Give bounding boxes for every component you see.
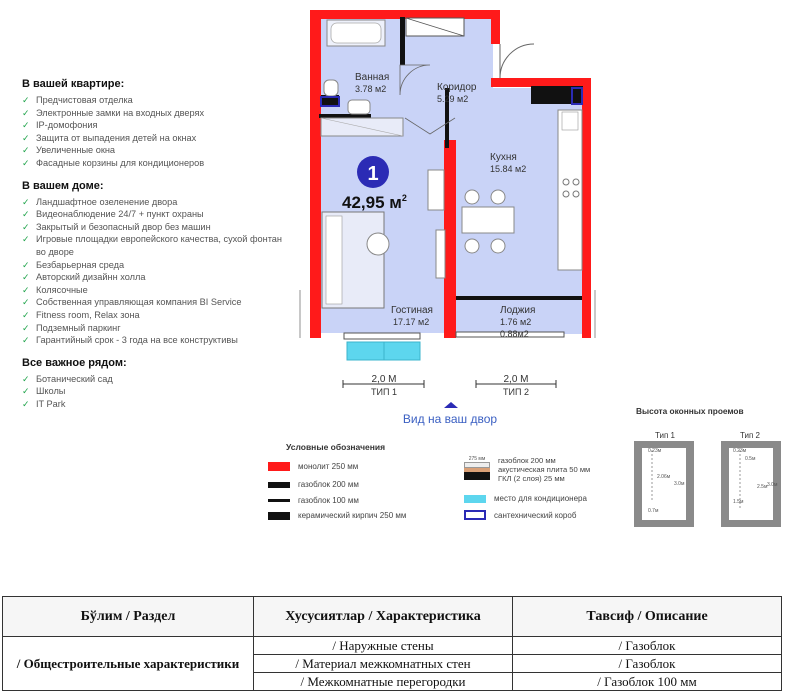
- legend-item: сантехнический короб: [464, 510, 576, 520]
- room-area: 1.76 м2: [500, 317, 532, 327]
- chair: [491, 239, 505, 253]
- legend-swatch-brick: [268, 512, 290, 520]
- column-header: Тавсиф / Описание: [513, 597, 782, 637]
- description-cell: / Газоблок 100 мм: [513, 673, 782, 691]
- feature-item: ✓ Собственная управляющая компания BI Service: [22, 296, 292, 309]
- feature-item: ✓ Гарантийный срок - 3 года на все конструктивы: [22, 334, 292, 347]
- window-type: ТИП 2: [503, 387, 529, 397]
- feature-item: ✓ Электронные замки на входных дверях: [22, 107, 292, 120]
- window-height-type1: [634, 431, 694, 527]
- bathtub-inner: [331, 23, 381, 43]
- characteristic-cell: / Материал межкомнатных стен: [254, 655, 513, 673]
- feature-item: ✓ Ботанический сад: [22, 373, 292, 386]
- feature-item: ✓ IT Park: [22, 398, 292, 411]
- legend-swatch-gasblock-200: [268, 482, 290, 488]
- description-cell: / Газоблок: [513, 637, 782, 655]
- svg-text:0.7м: 0.7м: [648, 508, 659, 514]
- svg-text:Тип 2: Тип 2: [739, 431, 761, 440]
- svg-text:2.5м: 2.5м: [757, 484, 768, 490]
- room-area: 3.78 м2: [355, 84, 387, 94]
- legend-swatch-duct: [464, 510, 486, 520]
- table-row: [3, 637, 782, 655]
- svg-text:0.23м: 0.23м: [648, 448, 662, 454]
- feature-item: ✓ Увеличенные окна: [22, 144, 292, 157]
- characteristic-cell: / Межкомнатные перегородки: [254, 673, 513, 691]
- coffee-table: [367, 233, 389, 255]
- wall-gasblock: [319, 114, 371, 118]
- window: [344, 333, 420, 339]
- wall-gasblock: [456, 296, 582, 300]
- window-width: 2,0 М: [371, 374, 397, 385]
- room-name: Ванная: [355, 72, 390, 83]
- legend-swatch-gasblock-100: [268, 499, 290, 502]
- view-label: Вид на ваш двор: [402, 412, 498, 426]
- feature-item: ✓ Видеонаблюдение 24/7 + пункт охраны: [22, 208, 292, 221]
- feature-item: ✓ Подземный паркинг: [22, 322, 292, 335]
- room-area: 15.84 м2: [490, 164, 527, 174]
- feature-item: ✓ Школы: [22, 385, 292, 398]
- building-features-heading: В вашем доме:: [22, 179, 104, 192]
- column-header: Бўлим / Раздел: [3, 597, 254, 637]
- room-area: 17.17 м2: [393, 317, 430, 327]
- chair: [465, 239, 479, 253]
- apartment-features-heading: В вашей квартире:: [22, 78, 125, 90]
- window-width: 2,0 М: [503, 374, 529, 385]
- feature-item: ✓ Игровые площадки европейского качества, сухой фонтан во дворе: [22, 233, 292, 258]
- wall-monolith: [444, 140, 456, 338]
- shelf: [428, 170, 444, 210]
- feature-item: ✓ Fitness room, Relax зона: [22, 309, 292, 322]
- feature-item: ✓ Авторский дизайнн холла: [22, 271, 292, 284]
- tv-unit: [436, 230, 445, 278]
- feature-item: ✓ Фасадные корзины для кондиционеров: [22, 157, 292, 170]
- toilet: [324, 80, 338, 96]
- feature-item: ✓ Колясочные: [22, 284, 292, 297]
- window-heights-title: Высота оконных проемов: [636, 406, 744, 416]
- svg-text:3.0м: 3.0м: [767, 482, 778, 488]
- sink: [348, 100, 370, 114]
- feature-item: ✓ Закрытый и безопасный двор без машин: [22, 221, 292, 234]
- chair: [491, 190, 505, 204]
- wall-monolith: [491, 10, 500, 44]
- legend-item: газоблок 200 мм: [268, 480, 359, 489]
- room-name: Лоджия: [500, 305, 536, 316]
- legend-title: Условные обозначения: [286, 442, 386, 452]
- total-area: 42,95 $м^2$: [342, 193, 407, 212]
- column-header: Хусусиятлар / Характеристика: [254, 597, 513, 637]
- legend-item: место для кондиционера: [464, 494, 587, 503]
- spec-table: [2, 596, 782, 691]
- window-type: ТИП 1: [371, 387, 397, 397]
- entry-door-swing: [500, 44, 534, 78]
- svg-text:0.5м: 0.5м: [745, 456, 756, 462]
- room-area: 5.29 м2: [437, 94, 469, 104]
- svg-text:1.5м: 1.5м: [733, 499, 744, 505]
- svg-text:0.23м: 0.23м: [733, 448, 747, 454]
- wall-monolith: [310, 10, 321, 338]
- feature-item: ✓ Ландшафтное озеленение двора: [22, 196, 292, 209]
- characteristic-cell: / Наружные стены: [254, 637, 513, 655]
- kitchen-counter: [558, 110, 582, 270]
- wall-gasblock: [400, 17, 405, 65]
- dining-table: [462, 207, 514, 233]
- legend-item-composite: 275 мм газоблок 200 мм акустическая плита 50 мм ГКЛ (2 слоя) 25 мм: [464, 456, 590, 483]
- legend-swatch-monolith: [268, 462, 290, 471]
- legend-item: газоблок 100 мм: [268, 496, 359, 505]
- room-name: Гостиная: [391, 305, 433, 316]
- feature-item: ✓ Предчистовая отделка: [22, 94, 292, 107]
- svg-text:Тип 1: Тип 1: [654, 431, 676, 440]
- table-header-row: [3, 597, 782, 637]
- legend-swatch-ac: [464, 495, 486, 503]
- nearby-features-heading: Все важное рядом:: [22, 356, 127, 369]
- description-cell: / Газоблок: [513, 655, 782, 673]
- feature-item: ✓ IP-домофония: [22, 119, 292, 132]
- rooms-count: 1: [367, 163, 379, 185]
- window-height-type2: [721, 431, 781, 527]
- feature-item: ✓ Защита от выпадения детей на окнах: [22, 132, 292, 145]
- wall-monolith: [491, 78, 591, 87]
- feature-item: ✓ Безбарьерная среда: [22, 259, 292, 272]
- room-area: 0.88м2: [500, 329, 529, 339]
- legend-item: керамический кирпич 250 мм: [268, 511, 406, 520]
- arrow-up-icon: [444, 402, 458, 408]
- legend-item: монолит 250 мм: [268, 462, 358, 471]
- section-cell: / Общестроительные характеристики: [3, 637, 254, 691]
- room-name: Кухня: [490, 152, 517, 163]
- chair: [465, 190, 479, 204]
- wall-monolith: [582, 78, 591, 338]
- svg-text:2.06м: 2.06м: [657, 474, 671, 480]
- room-name: Коридор: [437, 82, 477, 93]
- svg-text:3.0м: 3.0м: [674, 481, 685, 487]
